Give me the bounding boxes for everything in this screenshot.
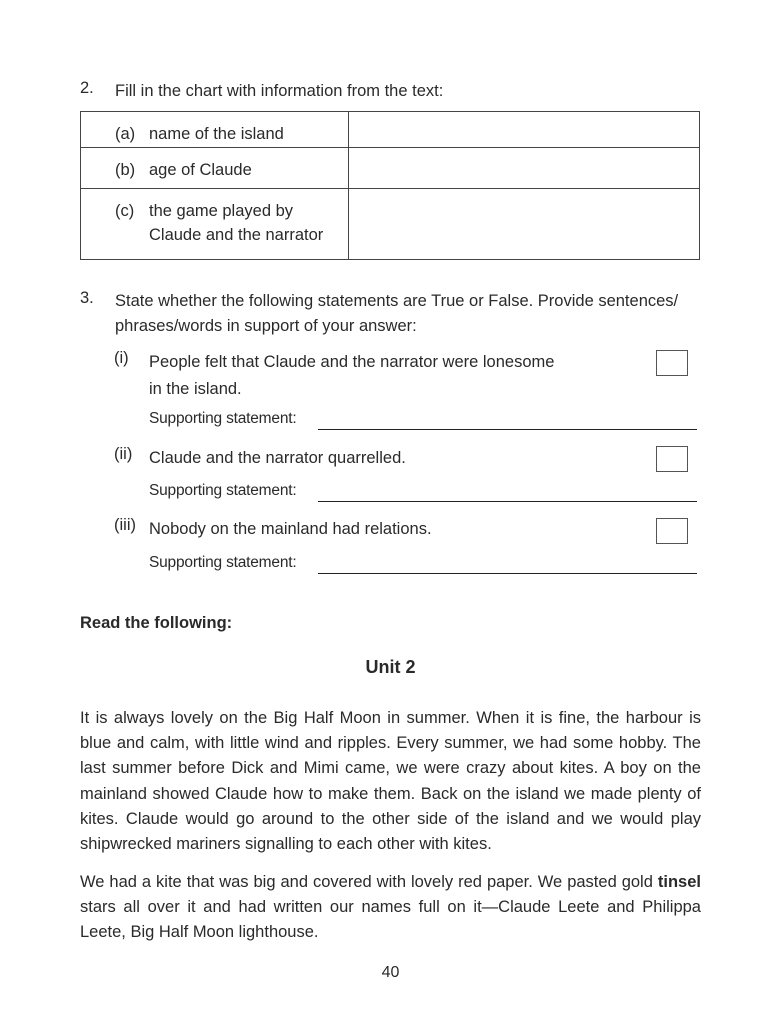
para2-start: We had a kite that was big and covered with lovely red paper. We pasted gold: [80, 873, 653, 891]
answer-cell[interactable]: [349, 112, 700, 148]
question-number: 3.: [80, 289, 94, 307]
question-prompt-line2: phrases/words in support of your answer:: [115, 317, 417, 335]
page-number: 40: [381, 964, 400, 981]
bold-word: tinsel: [657, 873, 701, 891]
row-mark: (b): [115, 161, 136, 179]
table-row: [81, 148, 700, 189]
supporting-statement-label: Supporting statement:: [149, 482, 297, 499]
statement-text: Nobody on the mainland had relations.: [149, 520, 432, 538]
statement-mark: (i): [114, 349, 129, 367]
unit-title: Unit 2: [365, 657, 416, 677]
read-heading: Read the following:: [80, 614, 233, 632]
true-false-box[interactable]: [656, 446, 688, 472]
supporting-statement-blank[interactable]: [318, 501, 697, 502]
answer-cell[interactable]: [349, 148, 700, 189]
row-label-line2: Claude and the narrator: [149, 226, 324, 244]
supporting-statement-blank[interactable]: [318, 429, 697, 430]
info-chart-table: [80, 111, 700, 260]
row-mark: (a): [115, 125, 136, 143]
question-3: [80, 289, 702, 339]
row-label: age of Claude: [149, 161, 252, 179]
question-number: 2.: [80, 79, 94, 97]
passage-paragraph-2: [80, 870, 701, 946]
statement-mark: (ii): [114, 445, 133, 463]
statement-ii: [114, 445, 702, 472]
statement-mark: (iii): [114, 516, 136, 534]
statement-i: [114, 349, 702, 403]
supporting-statement-blank[interactable]: [318, 573, 697, 574]
true-false-box[interactable]: [656, 350, 688, 376]
true-false-box[interactable]: [656, 518, 688, 544]
statement-text-line2: in the island.: [149, 380, 242, 398]
statement-text: Claude and the narrator quarrelled.: [149, 449, 406, 467]
table-row: [81, 189, 700, 260]
row-mark: (c): [115, 202, 135, 220]
statement-iii: [114, 516, 702, 543]
passage-paragraph-1: It is always lovely on the Big Half Moon in summer. When it is fine, the harbour is blue and calm, with little wind and ripples. Every summer, we had some hobby. The last summer before Dick and Mimi came, we were crazy about kites. A boy on the mainland showed Claude how to make them. Back on the island we made plenty of kites. Claude would go around to the other side of the island and we would play shipwrecked mariners signalling to each other with kites.: [80, 709, 701, 854]
question-prompt-line1: State whether the following statements are True or False. Provide sentences/: [115, 292, 679, 310]
statement-text: People felt that Claude and the narrator were lonesome: [149, 353, 555, 371]
para2-end: stars all over it and had written our names full on it—Claude Leete and Philippa Leete, Big Half Moon lighthouse.: [80, 898, 701, 942]
question-prompt: Fill in the chart with information from the text:: [115, 82, 444, 100]
table-row: [81, 112, 700, 148]
supporting-statement-label: Supporting statement:: [149, 554, 297, 571]
row-label: the game played by: [149, 202, 294, 220]
answer-cell[interactable]: [349, 189, 700, 260]
row-label: name of the island: [149, 125, 284, 143]
supporting-statement-label: Supporting statement:: [149, 410, 297, 427]
question-2: [80, 79, 702, 104]
